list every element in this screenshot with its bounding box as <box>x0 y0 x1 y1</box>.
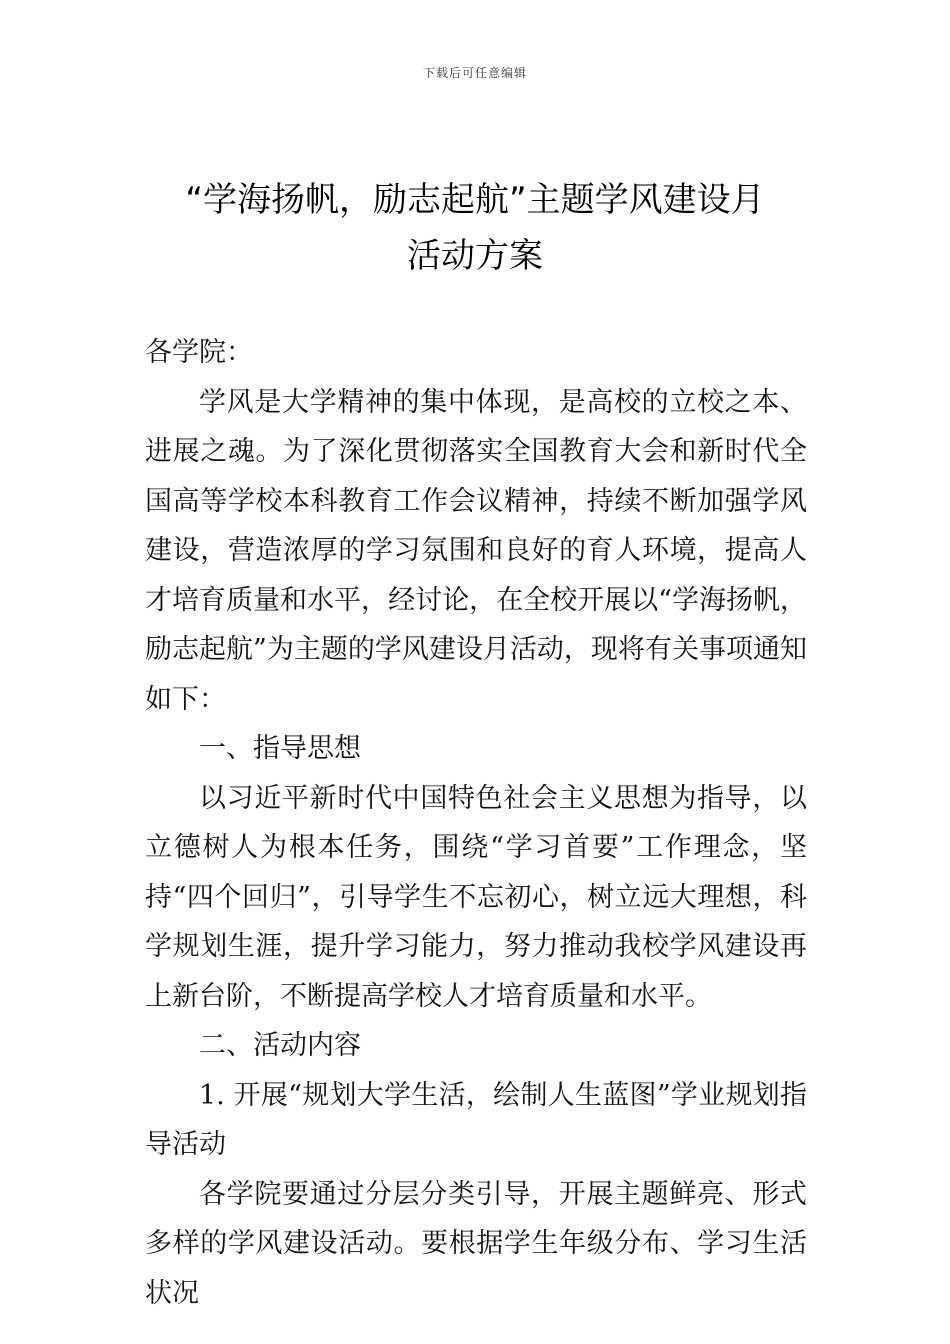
guiding-thought-paragraph: 以习近平新时代中国特色社会主义思想为指导，以立德树人为根本任务，围绕“学习首要”工作理念，坚持“四个回归”，引导学生不忘初心，树立远大理想，科学规划生涯，提升学习能力，努力推动我校学风建设再上新台阶，不断提高学校人才培育质量和水平。 <box>145 782 807 1012</box>
document-body <box>145 328 807 1318</box>
section-heading-activity-content: 二、活动内容 <box>199 1030 361 1061</box>
salutation: 各学院： <box>145 337 253 368</box>
subsection-heading-1: 1. 开展“规划大学生活，绘制人生蓝图”学业规划指导活动 <box>145 1079 807 1160</box>
header-note: 下载后可任意编辑 <box>422 66 527 80</box>
title-line-2: 活动方案 <box>407 236 543 276</box>
intro-paragraph: 学风是大学精神的集中体现，是高校的立校之本、进展之魂。为了深化贯彻落实全国教育大会和新时代全国高等学校本科教育工作会议精神，持续不断加强学风建设，营造浓厚的学习氛围和良好的育人环境，提高人才培育质量和水平，经讨论，在全校开展以“学海扬帆，励志起航”为主题的学风建设月活动，现将有关事项通知如下： <box>145 386 807 715</box>
section-heading-guiding-thought: 一、指导思想 <box>199 733 361 764</box>
title-line-1: “学海扬帆，励志起航”主题学风建设月 <box>185 180 765 220</box>
document-title <box>120 172 830 284</box>
activity-paragraph: 各学院要通过分层分类引导，开展主题鲜亮、形式多样的学风建设活动。要根据学生年级分布、学习生活状况 <box>145 1178 807 1309</box>
